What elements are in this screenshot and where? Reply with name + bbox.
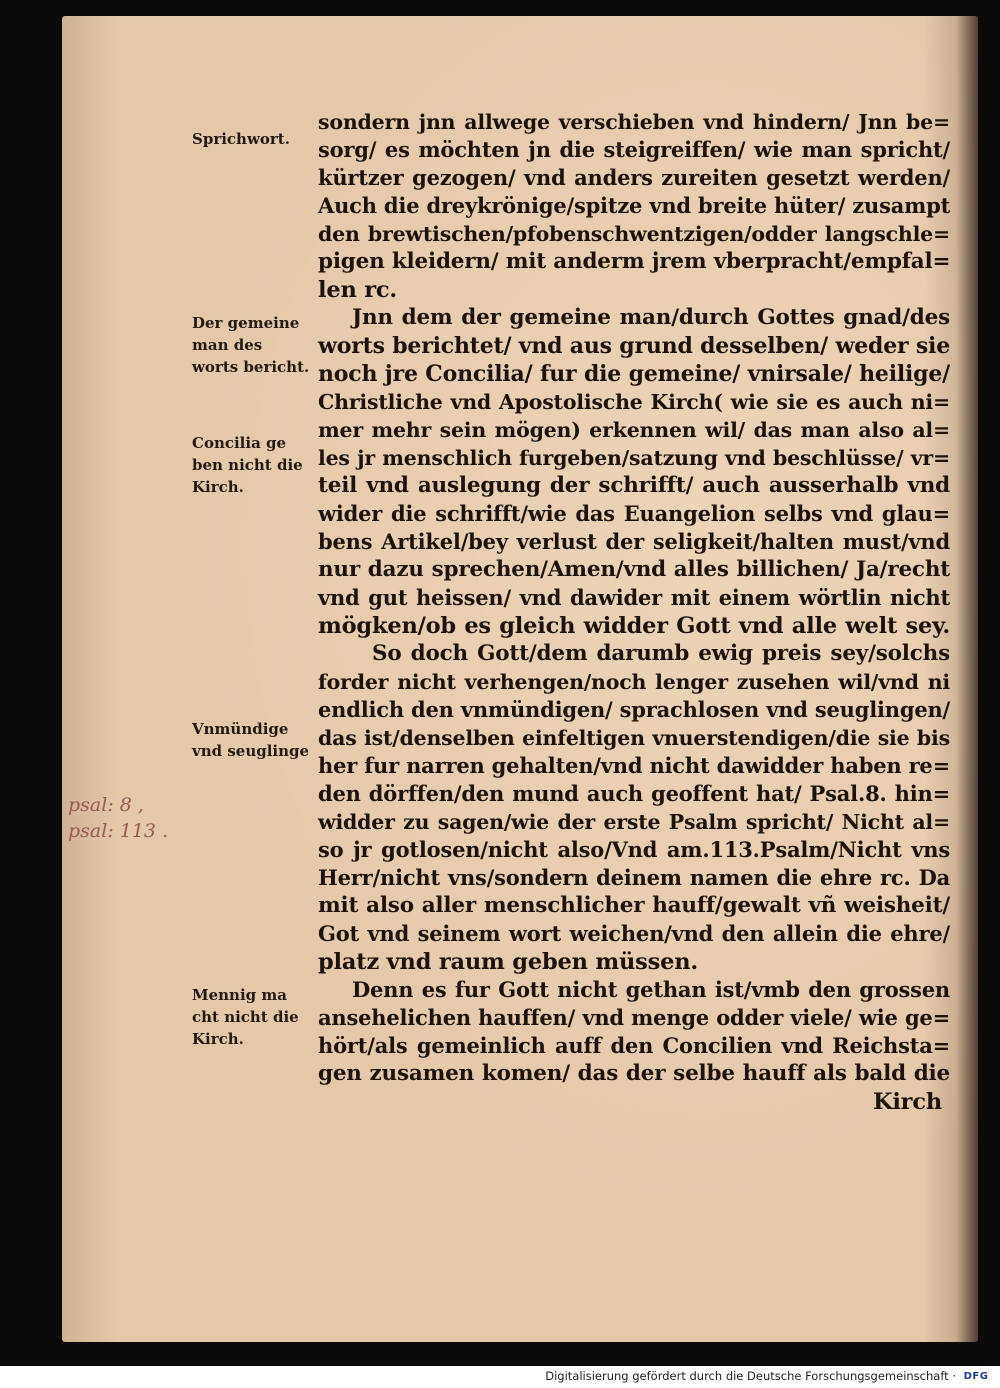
- paragraph-first-line: Jnn dem der gemeine man/durch Gottes gnad/des: [352, 305, 950, 330]
- digitization-footer: [0, 1366, 1000, 1388]
- text-line: bens Artikel/bey verlust der seligkeit/halten must/vnd: [318, 529, 950, 554]
- margin-note-line: Sprichwort.: [192, 130, 290, 148]
- margin-note: [192, 312, 317, 378]
- paragraph-first-line: Denn es fur Gott nicht gethan ist/vmb den grossen: [352, 977, 950, 1002]
- text-line: wider die schrifft/wie das Euangelion selbs vnd glau=: [318, 501, 950, 526]
- margin-note-line: worts bericht.: [192, 358, 310, 376]
- text-line: mit also aller menschlicher hauff/gewalt vñ weisheit/: [318, 893, 950, 918]
- text-line: sondern jnn allwege verschieben vnd hindern/ Jnn be=: [318, 110, 950, 134]
- text-line: Auch die dreykrönige/spitze vnd breite hüter/ zusampt: [318, 193, 951, 218]
- text-line: teil vnd auslegung der schrifft/ auch ausserhalb vnd: [318, 473, 950, 498]
- text-line: hört/als gemeinlich auff den Concilien vnd Reichsta=: [318, 1033, 950, 1058]
- text-line: gen zusamen komen/ das der selbe hauff als bald die: [318, 1061, 950, 1086]
- text-line: das ist/denselben einfeltigen vnuerstendigen/die sie bis: [318, 726, 950, 750]
- text-line: worts berichtet/ vnd aus grund desselben/ weder sie: [318, 333, 950, 359]
- text-line: Got vnd seinem wort weichen/vnd den allein die ehre/: [318, 921, 950, 946]
- text-line: len rc.: [318, 277, 398, 303]
- margin-note-line: ben nicht die: [192, 456, 303, 474]
- text-line: mer mehr sein mögen) erkennen wil/ das man also al=: [318, 418, 950, 442]
- funding-credit: Digitalisierung gefördert durch die Deutsche Forschungsgemeinschaft ·: [545, 1369, 956, 1383]
- handwritten-annotation: [68, 792, 178, 844]
- margin-note-line: Mennig ma: [192, 986, 287, 1004]
- margin-note-line: Kirch.: [192, 478, 244, 496]
- paragraph-first-line: So doch Gott/dem darumb ewig preis sey/solchs: [372, 641, 950, 666]
- text-line: pigen kleidern/ mit anderm jrem vberpracht/empfal=: [318, 249, 951, 274]
- margin-note-line: vnd seuglinge: [192, 742, 310, 760]
- text-line: ansehelichen hauffen/ vnd menge odder viele/ wie ge=: [318, 1005, 950, 1030]
- margin-note: [192, 984, 317, 1050]
- margin-note-line: Vnmündige: [192, 720, 289, 738]
- handwritten-line: psal: 8 ,: [68, 794, 144, 816]
- text-line: les jr menschlich furgeben/satzung vnd beschlüsse/ vr=: [318, 446, 950, 470]
- text-line: noch jre Concilia/ fur die gemeine/ vnirsale/ heilige/: [318, 361, 950, 387]
- text-line: nur dazu sprechen/Amen/vnd alles billichen/ Ja/recht: [318, 557, 950, 582]
- dfg-logo: DFG: [963, 1371, 989, 1382]
- text-line: den brewtischen/pfobenschwentzigen/odder langschle=: [318, 222, 950, 246]
- margin-note-line: Concilia ge: [192, 434, 287, 452]
- margin-note-line: cht nicht die: [192, 1008, 299, 1026]
- catchword: Kirch: [872, 1089, 942, 1115]
- text-line: kürtzer gezogen/ vnd anders zureiten gesetzt werden/: [318, 165, 950, 190]
- text-line: mögken/ob es gleich widder Gott vnd alle welt sey.: [318, 613, 950, 639]
- text-line: endlich den vnmündigen/ sprachlosen vnd seuglingen/: [318, 697, 951, 722]
- margin-note: [192, 718, 317, 762]
- margin-note: [192, 432, 317, 498]
- margin-note-line: Der gemeine: [192, 314, 300, 332]
- text-line: sorg/ es möchten jn die steigreiffen/ wie man spricht/: [318, 137, 950, 162]
- margin-note-line: man des: [192, 336, 263, 354]
- handwritten-line: psal: 113 .: [68, 820, 169, 842]
- text-line: her fur narren gehalten/vnd nicht dawidder haben re=: [318, 753, 950, 778]
- text-line: vnd gut heissen/ vnd dawider mit einem wörtlin nicht: [318, 585, 950, 610]
- text-line: widder zu sagen/wie der erste Psalm spricht/ Nicht al=: [318, 810, 950, 834]
- text-line: Herr/nicht vns/sondern deinem namen die ehre rc. Da: [318, 865, 950, 890]
- margin-note: [192, 128, 317, 150]
- text-line: den dörffen/den mund auch geoffent hat/ Psal.8. hin=: [318, 781, 950, 806]
- margin-note-line: Kirch.: [192, 1030, 244, 1048]
- text-line: Christliche vnd Apostolische Kirch( wie sie es auch ni=: [318, 390, 950, 414]
- spine-shadow: [956, 16, 978, 1342]
- text-line: so jr gotlosen/nicht also/Vnd am.113.Psalm/Nicht vns: [318, 837, 950, 862]
- text-line: forder nicht verhengen/noch lenger zusehen wil/vnd ni: [318, 670, 950, 694]
- text-line: platz vnd raum geben müssen.: [318, 949, 698, 975]
